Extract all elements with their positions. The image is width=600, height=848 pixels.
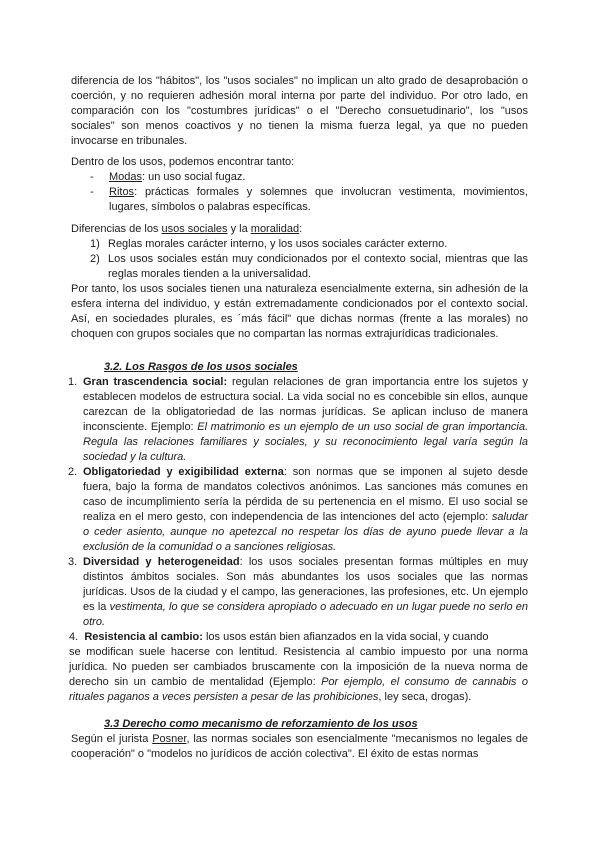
section-heading: 3.2. Los Rasgos de los usos sociales [104, 361, 298, 373]
usos-intro: Dentro de los usos, podemos encontrar tanto: [71, 156, 295, 168]
conclusion-paragraph: Por tanto, los usos sociales tienen una naturaleza esencialmente externa, sin adhesión de la esfera interna del individuo, y están extremadamente condicionados por el contexto social. Así, en sociedades plurales, es ´más fácil" que dichas normas (frente a las morales) no choquen con grupos sociales que no compartan las normas extrajurídicas tradicionales. [71, 283, 528, 340]
list-item: 3. Diversidad y heterogeneidad: los usos sociales presentan formas múltiples en muy distintos ámbitos sociales. Son más abundantes los usos sociales que las normas jurídicas. Usos de la ciudad y el campo, las generaciones, las profesiones, etc. Un ejemplo es la vestimenta, lo que se considera apropiado o adecuado en un lugar puede no serlo en otro. [68, 556, 528, 628]
usos-list [71, 155, 528, 215]
list-item: 2. Obligatoriedad y exigibilidad externa: son normas que se imponen al sujeto desde fuera, bajo la forma de mandatos colectivos anónimos. Las sanciones más comunes en caso de incumplimiento sería la pérdida de su pertenencia en el mismo. El uso social se realiza en el mero gesto, con independencia de las intenciones del acto (ejemplo: saludar o ceder asiento, aunque no apetezcal no respetar los días de ayuno puede llevar a la exclusión de la comunidad o a sanciones religiosas. [68, 466, 528, 553]
intro-paragraph [71, 74, 528, 149]
posner-name: Posner [152, 733, 187, 745]
list-item: 1) Reglas morales carácter interno, y los usos sociales carácter externo. [90, 238, 448, 250]
rasgos-list [68, 375, 528, 705]
section-paragraph: Según el jurista Posner, las normas sociales son esencialmente "mecanismos no legales de cooperación" o "modelos no jurídicos de acción colectiva". El éxito de estas normas [71, 733, 529, 760]
section-heading: 3.3 Derecho como mecanismo de reforzamiento de los usos [104, 718, 418, 730]
section-3-2 [71, 360, 528, 375]
differences-intro: Diferencias de los usos sociales y la moralidad: [71, 223, 303, 235]
list-item: 2) Los usos sociales están muy condicionados por el contexto social, mientras que las reglas morales tienden a la universalidad. [90, 253, 528, 280]
section-3-3 [71, 717, 528, 762]
list-item: 4. Resistencia al cambio: los usos están bien afianzados en la vida social, y cuando se modifican suele hacerse con lentitud. Resistencia al cambio impuesto por una norma jurídica. No pueden ser cambiados bruscamente con la imposición de la nueva norma de derecho sin un cambio de mentalidad (Ejemplo: Por ejemplo, el consumo de cannabis o rituales paganos a veces persisten a pesar de las prohibiciones, ley seca, drogas). [69, 631, 528, 703]
list-item: - Modas: un uso social fugaz. [90, 171, 246, 183]
intro-text: diferencia de los "hábitos", los "usos sociales" no implican un alto grado de desaprobación o coerción, y no requieren adhesión moral interna por parte del individuo. Por otro lado, en comparación con los "costumbres jurídicas" o el "Derecho consuetudinario", los "usos sociales" son menos coactivos y no tienen la misma fuerza legal, ya que no pueden invocarse en tribunales. [71, 75, 528, 147]
list-item: 1. Gran trascendencia social: regulan relaciones de gran importancia entre los sujetos y establecen modelos de estructura social. La vida social no es concebible sin ellos, aunque carezcan de la obligatoriedad de las normas jurídicas. Se aplican incluso de manera inconsciente. Ejemplo: El matrimonio es un ejemplo de un uso social de gran importancia. Regula las relaciones familiares y sociales, y su reconocimiento legal varía según la sociedad y la cultura. [68, 376, 529, 463]
term-ritos: Ritos [109, 186, 135, 198]
list-item: - Ritos: prácticas formales y solemnes que involucran vestimenta, movimientos, lugares, símbolos o palabras específicas. [90, 186, 528, 213]
differences-list [71, 222, 528, 282]
term-modas: Modas [109, 171, 143, 183]
